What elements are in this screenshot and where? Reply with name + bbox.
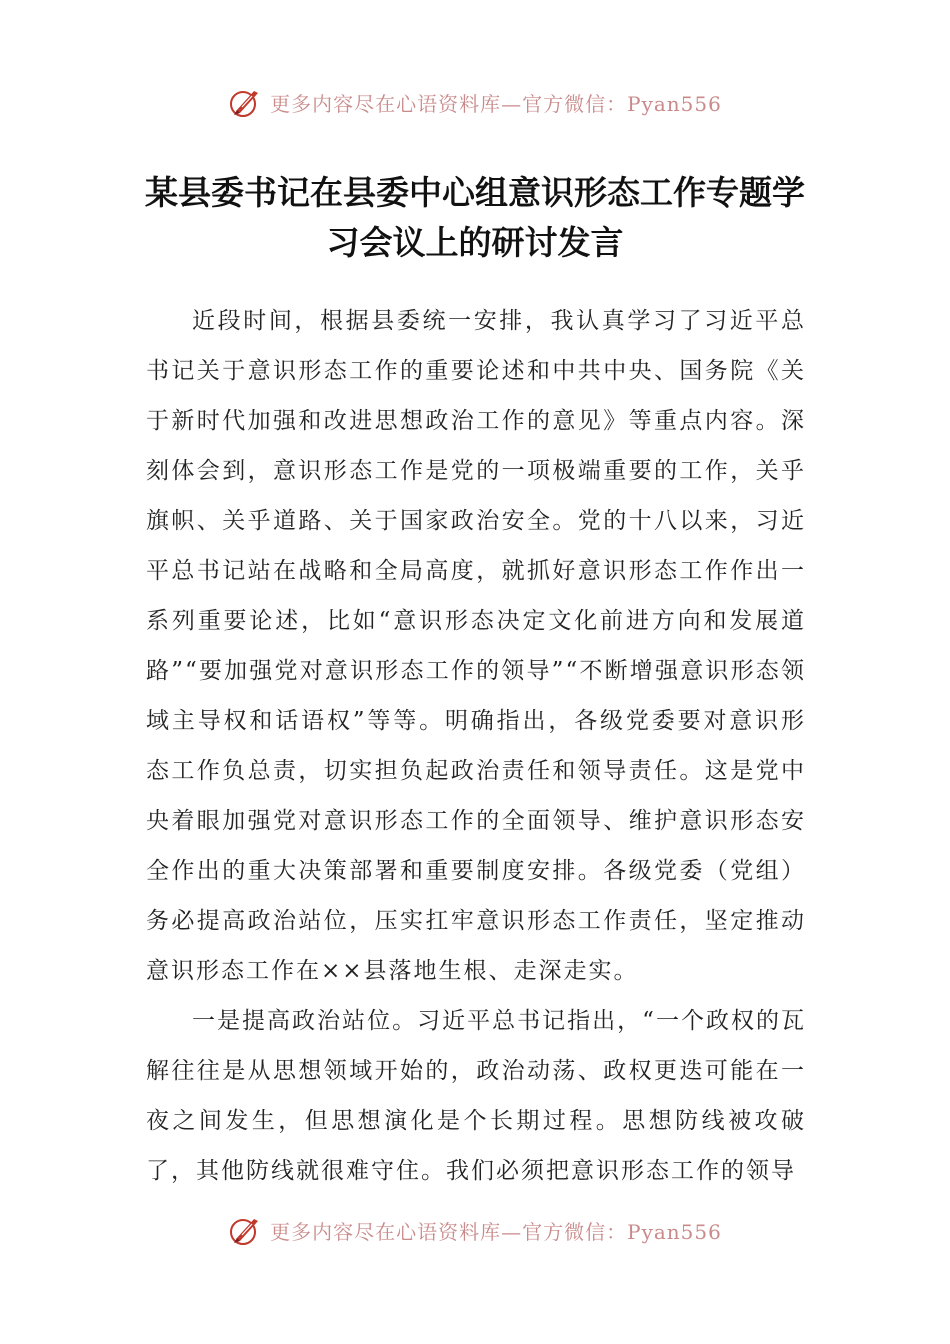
quill-pen-icon [228,1213,262,1247]
footer-banner-text: 更多内容尽在心语资料库—官方微信：Pyan556 [270,1219,722,1244]
document-body [146,296,806,1196]
paragraph: 一是提高政治站位。习近平总书记指出，“一个政权的瓦解往往是从思想领域开始的，政治动荡、政权更迭可能在一夜之间发生，但思想演化是个长期过程。思想防线被攻破了，其他防线就很难守住。我们必须把意识形态工作的领导 [146,1008,806,1184]
header-banner [0,80,950,124]
header-banner-text: 更多内容尽在心语资料库—官方微信：Pyan556 [270,91,722,116]
paragraph: 近段时间，根据县委统一安排，我认真学习了习近平总书记关于意识形态工作的重要论述和中共中央、国务院《关于新时代加强和改进思想政治工作的意见》等重点内容。深刻体会到，意识形态工作是党的一项极端重要的工作，关乎旗帜、关乎道路、关于国家政治安全。党的十八以来，习近平总书记站在战略和全局高度，就抓好意识形态工作作出一系列重要论述，比如“意识形态决定文化前进方向和发展道路”“要加强党对意识形态工作的领导”“不断增强意识形态领域主导权和话语权”等等。明确指出，各级党委要对意识形态工作负总责，切实担负起政治责任和领导责任。这是党中央着眼加强党对意识形态工作的全面领导、维护意识形态安全作出的重大决策部署和重要制度安排。各级党委（党组）务必提高政治站位，压实扛牢意识形态工作责任，坚定推动意识形态工作在××县落地生根、走深走实。 [146,308,806,984]
quill-pen-icon [228,85,262,119]
footer-banner [0,1208,950,1252]
document-title: 某县委书记在县委中心组意识形态工作专题学习会议上的研讨发言 [145,173,805,262]
